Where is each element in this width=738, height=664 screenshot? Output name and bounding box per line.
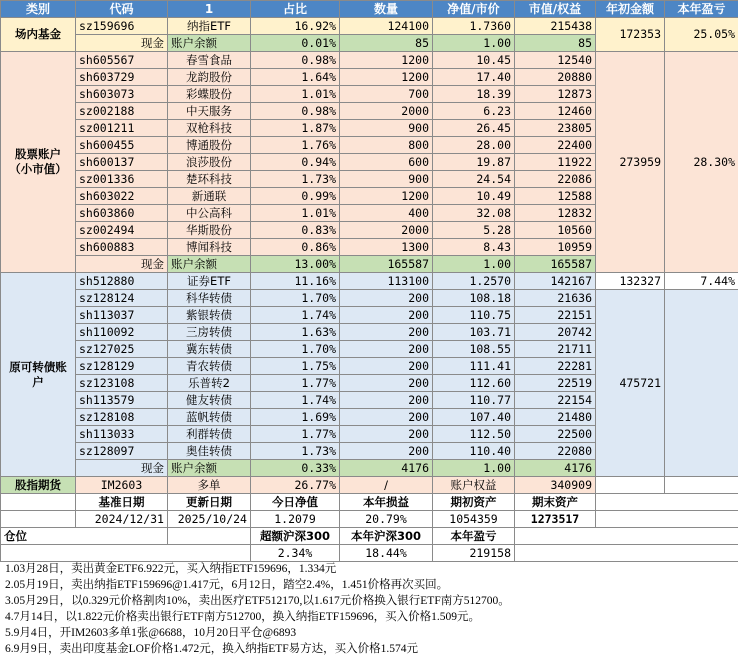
bond-price-cell[interactable]: 108.55 <box>433 341 515 358</box>
stock-price-cell[interactable]: 10.49 <box>433 188 515 205</box>
stock-name-cell[interactable]: 博通股份 <box>168 137 251 154</box>
stock-price-cell[interactable]: 24.54 <box>433 171 515 188</box>
stock-name-cell[interactable]: 博闻科技 <box>168 239 251 256</box>
fund-row <box>1 18 738 35</box>
stock-percent-cell[interactable]: 1.87% <box>251 120 340 137</box>
bond-quantity-cell[interactable]: 200 <box>340 290 433 307</box>
bond-price-cell[interactable]: 108.18 <box>433 290 515 307</box>
bond-percent-cell[interactable]: 1.70% <box>251 341 340 358</box>
bond-price-cell[interactable]: 110.75 <box>433 307 515 324</box>
stock-price-cell[interactable]: 32.08 <box>433 205 515 222</box>
bond-percent-cell[interactable]: 1.73% <box>251 443 340 460</box>
stock-code-cell[interactable]: sh603729 <box>76 69 168 86</box>
stock-value-cell[interactable]: 12540 <box>515 52 596 69</box>
bond-value-cell[interactable]: 20742 <box>515 324 596 341</box>
bond-price-cell[interactable]: 1.2570 <box>433 273 515 290</box>
stock-quantity-cell[interactable]: 1200 <box>340 52 433 69</box>
bond-value-cell[interactable]: 4176 <box>515 460 596 477</box>
bond-code-cell[interactable]: sz127025 <box>76 341 168 358</box>
stock-quantity-cell[interactable]: 400 <box>340 205 433 222</box>
bond-quantity-cell[interactable]: 200 <box>340 324 433 341</box>
stock-quantity-cell[interactable]: 165587 <box>340 256 433 273</box>
stock-value-cell[interactable]: 12832 <box>515 205 596 222</box>
fund-name-cell[interactable]: 纳指ETF <box>168 18 251 35</box>
stock-row <box>1 52 738 69</box>
bond-quantity-cell[interactable]: 200 <box>340 358 433 375</box>
stock-value-cell[interactable]: 11922 <box>515 154 596 171</box>
bond-name-cell[interactable]: 冀东转债 <box>168 341 251 358</box>
note-line: 4.7月14日，以1.822元价格卖出银行ETF南方512700，换入纳指ETF159696，买入价格1.509元。 <box>5 611 481 623</box>
year-csi300-label: 本年沪深300 <box>340 528 433 545</box>
bond-quantity-cell[interactable]: 200 <box>340 409 433 426</box>
fund-value-cell[interactable]: 85 <box>515 35 596 52</box>
header-value: 市值/权益 <box>515 1 596 18</box>
stock-value-cell[interactable]: 22086 <box>515 171 596 188</box>
bond-code-cell[interactable]: sz128129 <box>76 358 168 375</box>
header-quantity: 数量 <box>340 1 433 18</box>
header-start-amount: 年初金额 <box>596 1 665 18</box>
bond-name-cell[interactable]: 乐普转2 <box>168 375 251 392</box>
stock-name-cell[interactable]: 华斯股份 <box>168 222 251 239</box>
futures-name-cell[interactable]: 多单 <box>168 477 251 494</box>
stock-quantity-cell[interactable]: 1200 <box>340 69 433 86</box>
stock-code-cell[interactable]: sh605567 <box>76 52 168 69</box>
futures-value-cell[interactable]: 340909 <box>515 477 596 494</box>
year-profit-label: 本年盈亏 <box>433 528 515 545</box>
bond-price-cell[interactable]: 112.60 <box>433 375 515 392</box>
bond-name-cell[interactable]: 三房转债 <box>168 324 251 341</box>
bond-percent-cell[interactable]: 1.63% <box>251 324 340 341</box>
stock-price-cell[interactable]: 6.23 <box>433 103 515 120</box>
opening-assets-value[interactable]: 1054359 <box>433 511 515 528</box>
stock-quantity-cell[interactable]: 1300 <box>340 239 433 256</box>
stock-value-cell[interactable]: 12873 <box>515 86 596 103</box>
summary-blank-right-2 <box>596 511 738 528</box>
bond-quantity-cell[interactable]: 4176 <box>340 460 433 477</box>
bond-price-cell[interactable]: 110.40 <box>433 443 515 460</box>
stock-name-cell[interactable]: 龙韵股份 <box>168 69 251 86</box>
bond-quantity-cell[interactable]: 200 <box>340 375 433 392</box>
futures-quantity-cell[interactable]: / <box>340 477 433 494</box>
bond-percent-cell[interactable]: 1.77% <box>251 426 340 443</box>
bond-value-cell[interactable]: 22281 <box>515 358 596 375</box>
bond-value-cell[interactable]: 22151 <box>515 307 596 324</box>
stock-name-cell[interactable]: 浪莎股份 <box>168 154 251 171</box>
fund-start-amount[interactable]: 172353 <box>596 18 665 52</box>
bond-price-cell[interactable]: 107.40 <box>433 409 515 426</box>
bond-value-cell[interactable]: 22080 <box>515 443 596 460</box>
bond-category-label: 原可转债账户 <box>1 273 76 477</box>
closing-assets-label: 期末资产 <box>515 494 596 511</box>
bond-code-cell[interactable]: sh110092 <box>76 324 168 341</box>
stock-percent-cell[interactable]: 1.64% <box>251 69 340 86</box>
stock-code-cell[interactable]: sh603073 <box>76 86 168 103</box>
header-percent: 占比 <box>251 1 340 18</box>
futures-empty-a <box>596 477 665 494</box>
stock-value-cell[interactable]: 20880 <box>515 69 596 86</box>
bond-price-cell[interactable]: 112.50 <box>433 426 515 443</box>
position-blank-left <box>1 545 251 562</box>
bond-value-cell[interactable]: 21711 <box>515 341 596 358</box>
stock-quantity-cell[interactable]: 800 <box>340 137 433 154</box>
fund-quantity-cell[interactable]: 124100 <box>340 18 433 35</box>
stock-price-cell[interactable]: 5.28 <box>433 222 515 239</box>
stock-price-cell[interactable]: 8.43 <box>433 239 515 256</box>
fund-price-cell[interactable]: 1.7360 <box>433 18 515 35</box>
stock-code-cell[interactable]: sh600137 <box>76 154 168 171</box>
summary-blank-2 <box>1 511 76 528</box>
bond-quantity-cell[interactable]: 200 <box>340 426 433 443</box>
summary-blank-right <box>596 494 738 511</box>
notes-panel <box>5 561 733 657</box>
stock-name-cell[interactable]: 中天服务 <box>168 103 251 120</box>
bond-name-cell[interactable]: 青农转债 <box>168 358 251 375</box>
bond-percent-cell[interactable]: 1.70% <box>251 290 340 307</box>
futures-percent-cell[interactable]: 26.77% <box>251 477 340 494</box>
stock-code-cell[interactable]: sh600455 <box>76 137 168 154</box>
stock-value-cell[interactable]: 10560 <box>515 222 596 239</box>
fund-category-label: 场内基金 <box>1 18 76 52</box>
fund-quantity-cell[interactable]: 85 <box>340 35 433 52</box>
stock-value-cell[interactable]: 165587 <box>515 256 596 273</box>
stock-percent-cell[interactable]: 1.73% <box>251 171 340 188</box>
fund-price-cell[interactable]: 1.00 <box>433 35 515 52</box>
stock-percent-cell[interactable]: 0.99% <box>251 188 340 205</box>
stock-quantity-cell[interactable]: 600 <box>340 154 433 171</box>
stock-category-label: 股票账户 （小市值） <box>1 52 76 273</box>
stock-percent-cell[interactable]: 0.98% <box>251 103 340 120</box>
stock-value-cell[interactable]: 12588 <box>515 188 596 205</box>
stock-code-cell[interactable]: 现金 <box>76 256 168 273</box>
bond-value-cell[interactable]: 22519 <box>515 375 596 392</box>
bond-name-cell[interactable]: 健友转债 <box>168 392 251 409</box>
bond-quantity-cell[interactable]: 200 <box>340 443 433 460</box>
stock-value-cell[interactable]: 22400 <box>515 137 596 154</box>
bond-percent-cell[interactable]: 1.77% <box>251 375 340 392</box>
bond-value-cell[interactable]: 22500 <box>515 426 596 443</box>
note-line: 3.05月29日，以0.329元价格割肉10%，卖出医疗ETF512170,以1.617元价格换入银行ETF南方512700。 <box>5 595 510 607</box>
stock-quantity-cell[interactable]: 700 <box>340 86 433 103</box>
bond-name-cell[interactable]: 科华转债 <box>168 290 251 307</box>
futures-code-cell[interactable]: IM2603 <box>76 477 168 494</box>
position-blank <box>168 528 251 545</box>
opening-assets-label: 期初资产 <box>433 494 515 511</box>
fund-code-cell[interactable]: sz159696 <box>76 18 168 35</box>
summary-blank <box>1 494 76 511</box>
stock-code-cell[interactable]: sz002188 <box>76 103 168 120</box>
bond-code-cell[interactable]: sh113579 <box>76 392 168 409</box>
stock-value-cell[interactable]: 12460 <box>515 103 596 120</box>
stock-start-amount[interactable]: 273959 <box>596 52 665 273</box>
stock-price-cell[interactable]: 18.39 <box>433 86 515 103</box>
closing-assets-value[interactable]: 1273517 <box>515 511 596 528</box>
bond-name-cell[interactable]: 紫银转债 <box>168 307 251 324</box>
bond-quantity-cell[interactable]: 113100 <box>340 273 433 290</box>
bond-code-cell[interactable]: sh113037 <box>76 307 168 324</box>
futures-row <box>1 477 738 494</box>
base-date-label: 基准日期 <box>76 494 168 511</box>
bond-name-cell[interactable]: 奥佳转债 <box>168 443 251 460</box>
bond-start-amount-top[interactable]: 132327 <box>596 273 665 290</box>
bond-code-cell[interactable]: sz128108 <box>76 409 168 426</box>
header-category: 类别 <box>1 1 76 18</box>
bond-row <box>1 290 738 307</box>
fund-percent-cell[interactable]: 0.01% <box>251 35 340 52</box>
bond-profit-top[interactable]: 7.44% <box>665 273 738 290</box>
bond-price-cell[interactable]: 103.71 <box>433 324 515 341</box>
stock-percent-cell[interactable]: 1.76% <box>251 137 340 154</box>
bond-price-cell[interactable]: 1.00 <box>433 460 515 477</box>
bond-percent-cell[interactable]: 1.69% <box>251 409 340 426</box>
header-price: 净值/市价 <box>433 1 515 18</box>
bond-code-cell[interactable]: 现金 <box>76 460 168 477</box>
bond-code-cell[interactable]: sh113033 <box>76 426 168 443</box>
bond-price-cell[interactable]: 111.41 <box>433 358 515 375</box>
stock-name-cell[interactable]: 彩蝶股份 <box>168 86 251 103</box>
note-line: 2.05月19日，卖出纳指ETF159696@1.417元，6月12日，踏空2.4%，1.451价格再次买回。 <box>5 579 449 591</box>
stock-percent-cell[interactable]: 1.01% <box>251 86 340 103</box>
bond-row <box>1 273 738 290</box>
bond-value-cell[interactable]: 142167 <box>515 273 596 290</box>
fund-code-cell[interactable]: 现金 <box>76 35 168 52</box>
position-label: 仓位 <box>1 528 168 545</box>
stock-profit[interactable]: 28.30% <box>665 52 738 273</box>
bond-value-cell[interactable]: 21480 <box>515 409 596 426</box>
stock-code-cell[interactable]: sh600883 <box>76 239 168 256</box>
stock-value-cell[interactable]: 23805 <box>515 120 596 137</box>
stock-percent-cell[interactable]: 0.86% <box>251 239 340 256</box>
bond-profit-empty <box>665 290 738 477</box>
header-row <box>1 1 738 18</box>
fund-percent-cell[interactable]: 16.92% <box>251 18 340 35</box>
stock-price-cell[interactable]: 1.00 <box>433 256 515 273</box>
stock-price-cell[interactable]: 10.45 <box>433 52 515 69</box>
stock-quantity-cell[interactable]: 2000 <box>340 222 433 239</box>
bond-start-amount[interactable]: 475721 <box>596 290 665 477</box>
stock-name-cell[interactable]: 双枪科技 <box>168 120 251 137</box>
header-name: 1 <box>168 1 251 18</box>
bond-quantity-cell[interactable]: 200 <box>340 307 433 324</box>
stock-name-cell[interactable]: 春雪食品 <box>168 52 251 69</box>
stock-quantity-cell[interactable]: 2000 <box>340 103 433 120</box>
stock-percent-cell[interactable]: 0.98% <box>251 52 340 69</box>
stock-quantity-cell[interactable]: 900 <box>340 171 433 188</box>
fund-profit[interactable]: 25.05% <box>665 18 738 52</box>
stock-price-cell[interactable]: 17.40 <box>433 69 515 86</box>
summary-label-row <box>1 494 738 511</box>
position-value-row <box>1 545 738 562</box>
bond-value-cell[interactable]: 22154 <box>515 392 596 409</box>
stock-price-cell[interactable]: 19.87 <box>433 154 515 171</box>
year-pnl-value[interactable]: 20.79% <box>340 511 433 528</box>
year-profit-value[interactable]: 219158 <box>433 545 515 562</box>
fund-value-cell[interactable]: 215438 <box>515 18 596 35</box>
stock-percent-cell[interactable]: 0.83% <box>251 222 340 239</box>
today-nav-value[interactable]: 1.2079 <box>251 511 340 528</box>
update-date-label: 更新日期 <box>168 494 251 511</box>
year-csi300-value[interactable]: 18.44% <box>340 545 433 562</box>
bond-code-cell[interactable]: sz128097 <box>76 443 168 460</box>
bond-percent-cell[interactable]: 1.74% <box>251 307 340 324</box>
fund-name-cell[interactable]: 账户余额 <box>168 35 251 52</box>
header-profit: 本年盈亏 <box>665 1 738 18</box>
excess-csi300-label: 超额沪深300 <box>251 528 340 545</box>
stock-code-cell[interactable]: sh603860 <box>76 205 168 222</box>
stock-code-cell[interactable]: sh603022 <box>76 188 168 205</box>
note-line: 6.9月9日，卖出印度基金LOF价格1.472元，换入纳指ETF易方达，买入价格1.574元 <box>5 643 419 655</box>
stock-price-cell[interactable]: 26.45 <box>433 120 515 137</box>
position-blank-right-2 <box>515 545 738 562</box>
update-date-value[interactable]: 2025/10/24 <box>168 511 251 528</box>
stock-code-cell[interactable]: sz001336 <box>76 171 168 188</box>
position-label-row <box>1 528 738 545</box>
stock-percent-cell[interactable]: 0.94% <box>251 154 340 171</box>
header-code: 代码 <box>76 1 168 18</box>
bond-code-cell[interactable]: sh512880 <box>76 273 168 290</box>
base-date-value[interactable]: 2024/12/31 <box>76 511 168 528</box>
bond-value-cell[interactable]: 21636 <box>515 290 596 307</box>
note-line: 1.03月28日，卖出黄金ETF6.922元，买入纳指ETF159696，1.334元 <box>5 563 337 575</box>
bond-name-cell[interactable]: 账户余额 <box>168 460 251 477</box>
stock-quantity-cell[interactable]: 1200 <box>340 188 433 205</box>
bond-percent-cell[interactable]: 1.74% <box>251 392 340 409</box>
excess-csi300-value[interactable]: 2.34% <box>251 545 340 562</box>
bond-name-cell[interactable]: 利群转债 <box>168 426 251 443</box>
stock-name-cell[interactable]: 楚环科技 <box>168 171 251 188</box>
bond-price-cell[interactable]: 110.77 <box>433 392 515 409</box>
futures-price-cell[interactable]: 账户权益 <box>433 477 515 494</box>
stock-name-cell[interactable]: 新通联 <box>168 188 251 205</box>
stock-percent-cell[interactable]: 13.00% <box>251 256 340 273</box>
bond-quantity-cell[interactable]: 200 <box>340 392 433 409</box>
year-pnl-label: 本年损益 <box>340 494 433 511</box>
stock-code-cell[interactable]: sz002494 <box>76 222 168 239</box>
bond-code-cell[interactable]: sz123108 <box>76 375 168 392</box>
summary-value-row <box>1 511 738 528</box>
bond-percent-cell[interactable]: 0.33% <box>251 460 340 477</box>
stock-percent-cell[interactable]: 1.01% <box>251 205 340 222</box>
bond-percent-cell[interactable]: 1.75% <box>251 358 340 375</box>
stock-name-cell[interactable]: 账户余额 <box>168 256 251 273</box>
stock-quantity-cell[interactable]: 900 <box>340 120 433 137</box>
stock-price-cell[interactable]: 28.00 <box>433 137 515 154</box>
bond-percent-cell[interactable]: 11.16% <box>251 273 340 290</box>
bond-name-cell[interactable]: 证券ETF <box>168 273 251 290</box>
bond-quantity-cell[interactable]: 200 <box>340 341 433 358</box>
bond-name-cell[interactable]: 蓝帆转债 <box>168 409 251 426</box>
position-blank-right <box>515 528 738 545</box>
futures-category-label: 股指期货 <box>1 477 76 494</box>
stock-code-cell[interactable]: sz001211 <box>76 120 168 137</box>
futures-empty-b <box>665 477 738 494</box>
bond-code-cell[interactable]: sz128124 <box>76 290 168 307</box>
stock-value-cell[interactable]: 10959 <box>515 239 596 256</box>
note-line: 5.9月4日，开IM2603多单1张@6688，10月20日平仓@6893 <box>5 627 297 639</box>
stock-name-cell[interactable]: 中公高科 <box>168 205 251 222</box>
today-nav-label: 今日净值 <box>251 494 340 511</box>
